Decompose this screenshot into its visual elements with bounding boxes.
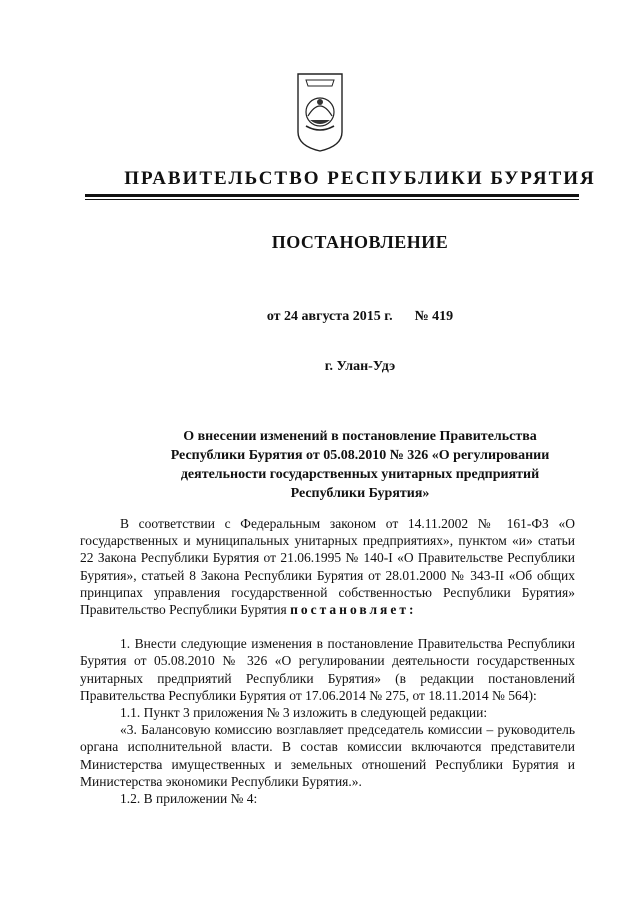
preamble-paragraph xyxy=(80,515,575,618)
item-1-2-paragraph: 1.2. В приложении № 4: xyxy=(120,791,258,807)
organization-title: ПРАВИТЕЛЬСТВО РЕСПУБЛИКИ БУРЯТИЯ xyxy=(124,168,596,189)
decree-word: постановляет: xyxy=(290,602,417,618)
item-1-paragraph: 1. Внести следующие изменения в постановление Правительства Республики Бурятия от 05.08.2010 № 326 «О регулировании деятельности государственных унитарных предприятий Республики Бурятия» (в редакции постановлений Правительства Республики Бурятия от 17.06.2014 № 275, от 18.11.2014 № 564): xyxy=(80,636,575,703)
document-body xyxy=(80,515,575,807)
date-line xyxy=(80,309,640,325)
item-1-1-paragraph: 1.1. Пункт 3 приложения № 3 изложить в следующей редакции: xyxy=(120,705,488,721)
document-type: ПОСТАНОВЛЕНИЕ xyxy=(271,232,449,252)
document-subject xyxy=(80,427,640,503)
subject-line: О внесении изменений в постановление Правительства xyxy=(183,429,537,444)
subject-line: Республики Бурятия» xyxy=(290,486,430,501)
subject-line: деятельности государственных унитарных предприятий xyxy=(180,467,540,482)
header-rule-thick xyxy=(85,194,579,197)
item-1-1-text-paragraph: «3. Балансовую комиссию возглавляет председатель комиссии – руководитель органа исполнительной власти. В состав комиссии включаются представители Министерства имущественных и земельных отношений Республики Бурятия и Министерства экономики Республики Бурятия.». xyxy=(80,722,575,789)
coat-of-arms-emblem xyxy=(294,72,346,152)
document-city: г. Улан-Удэ xyxy=(324,359,396,374)
preamble-text: В соответствии с Федеральным законом от 14.11.2002 № 161-ФЗ «О государственных и муниципальных унитарных предприятиях», пунктом «и» статьи 22 Закона Республики Бурятия от 21.06.1995 № 140-I «О Правительстве Республики Бурятия», статьей 8 Закона Республики Бурятия от 28.01.2000 № 343-II «Об общих принципах управления государственной собственностью Республики Бурятия» Правительство Республики Бурятия xyxy=(80,516,575,618)
document-number: № 419 xyxy=(414,309,454,324)
subject-line: Республики Бурятия от 05.08.2010 № 326 «О регулировании xyxy=(170,448,550,463)
header-rule-thin xyxy=(85,199,579,200)
document-date: от 24 августа 2015 г. xyxy=(266,309,393,324)
